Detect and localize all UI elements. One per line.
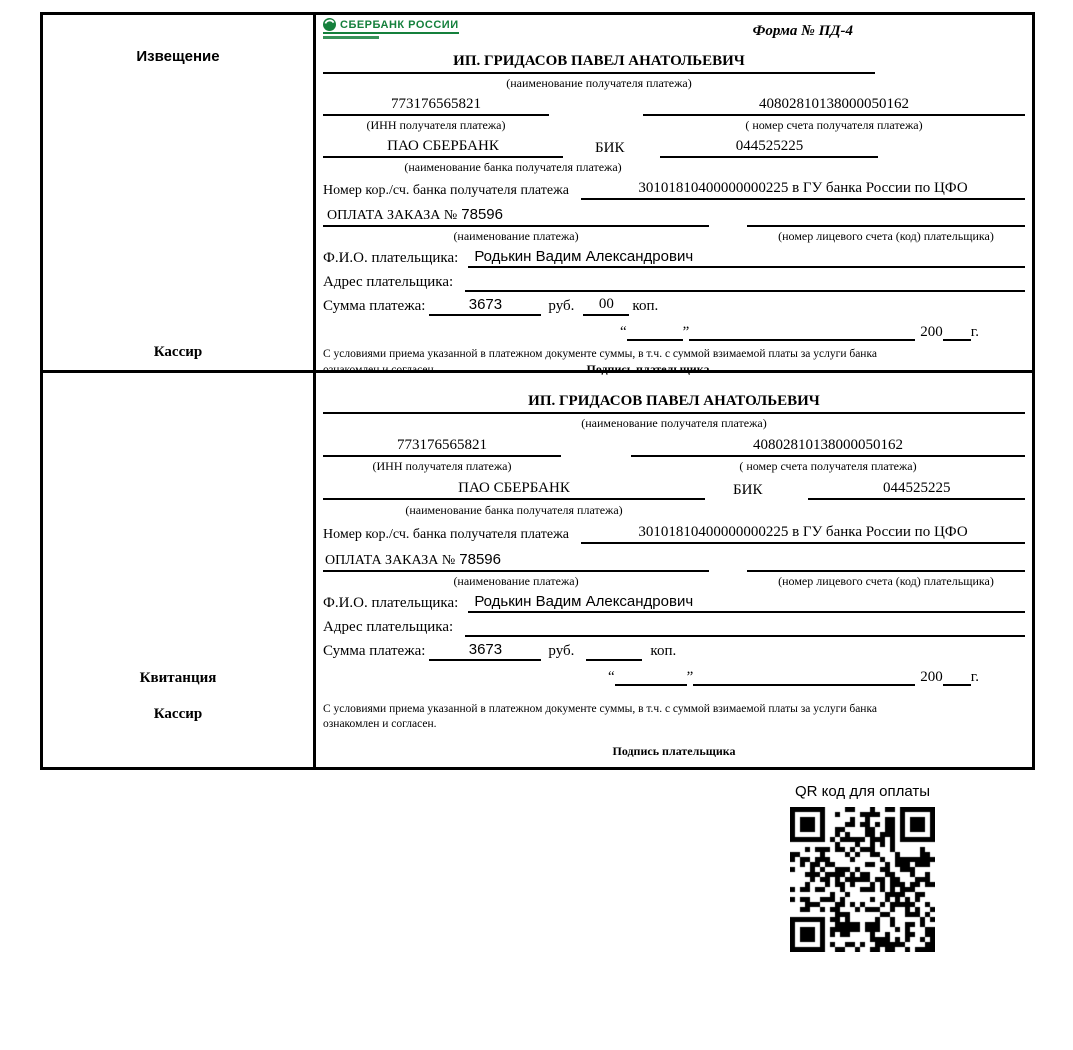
header-row <box>323 18 1025 52</box>
year-prefix: 200 <box>920 324 943 340</box>
amount-row <box>323 640 1025 661</box>
payment-captions-row <box>323 229 1025 244</box>
bik-label: БИК <box>733 482 763 498</box>
notice-content-cell <box>316 15 1032 376</box>
payment-name-row <box>323 205 1025 227</box>
bik-value: 044525225 <box>660 137 878 158</box>
form-number: Форма № ПД-4 <box>752 23 853 39</box>
inn-account-captions <box>323 118 1025 133</box>
corr-value: 30101810400000000225 в ГУ банка России по ЦФО <box>581 179 1025 200</box>
address-label: Адрес плательщика: <box>323 274 454 290</box>
signature-label: Подпись плательщика <box>612 744 736 758</box>
agreement-line-1: С условиями приема указанной в платежном документе суммы, в т.ч. с суммой взимаемой платы за услуги банка <box>323 703 877 715</box>
amount-kop-value <box>586 640 642 661</box>
payment-purpose-label: ОПЛАТА ЗАКАЗА № <box>327 208 458 223</box>
inn-value: 773176565821 <box>323 95 549 116</box>
corr-label: Номер кор./сч. банка получателя платежа <box>323 527 569 542</box>
agreement-line-2: ознакомлен и согласен. <box>323 718 437 730</box>
year-blank <box>943 667 971 686</box>
bank-bik-row <box>323 479 1025 500</box>
bik-label: БИК <box>595 140 625 156</box>
close-quote: ” <box>686 669 694 685</box>
sberbank-logo-text: СБЕРБАНК РОССИИ <box>340 18 459 31</box>
payer-name-value: Родькин Вадим Александрович <box>468 592 1025 613</box>
corr-label: Номер кор./сч. банка получателя платежа <box>323 183 569 198</box>
account-caption: ( номер счета получателя платежа) <box>739 459 917 473</box>
inn-account-row <box>323 95 1025 116</box>
address-blank <box>465 616 1025 637</box>
amount-label: Сумма платежа: <box>323 643 426 659</box>
receipt-section <box>43 373 1032 767</box>
cashier-label: Кассир <box>153 706 203 722</box>
signature-label: Подпись плательщика <box>586 362 710 376</box>
payment-caption: (наименование платежа) <box>453 229 579 243</box>
bank-name: ПАО СБЕРБАНК <box>323 479 705 500</box>
qr-code <box>790 807 935 952</box>
amount-rub-value: 3673 <box>429 295 541 316</box>
payer-address-row <box>323 616 1025 637</box>
recipient-name: ИП. ГРИДАСОВ ПАВЕЛ АНАТОЛЬЕВИЧ <box>323 52 875 74</box>
payer-name-value: Родькин Вадим Александрович <box>468 247 1025 268</box>
amount-row <box>323 295 1025 316</box>
date-day-blank <box>615 667 687 686</box>
corr-value: 30101810400000000225 в ГУ банка России по ЦФО <box>581 523 1025 544</box>
inn-account-captions <box>323 459 1025 474</box>
date-month-blank <box>693 667 915 686</box>
inn-value: 773176565821 <box>323 436 561 457</box>
corr-account-row <box>323 179 1025 200</box>
bank-caption-row <box>323 160 1025 175</box>
payment-caption: (наименование платежа) <box>453 574 579 588</box>
rub-label: руб. <box>548 643 575 659</box>
notice-section <box>43 15 1032 376</box>
address-label: Адрес плательщика: <box>323 619 454 635</box>
date-row <box>323 322 1025 341</box>
amount-label: Сумма платежа: <box>323 298 426 314</box>
open-quote: “ <box>607 669 615 685</box>
bank-caption-row <box>323 503 1025 518</box>
qr-label: QR код для оплаты <box>794 783 930 800</box>
cashier-label: Кассир <box>153 344 203 360</box>
year-prefix: 200 <box>920 669 943 685</box>
agreement-text <box>323 702 1025 732</box>
date-day-blank <box>627 322 683 341</box>
date-row <box>323 667 1025 686</box>
personal-account-caption: (номер лицевого счета (код) плательщика) <box>778 574 994 588</box>
amount-rub-value: 3673 <box>429 640 541 661</box>
account-caption: ( номер счета получателя платежа) <box>745 118 923 132</box>
bank-caption: (наименование банка получателя платежа) <box>405 503 623 517</box>
personal-account-blank <box>747 551 1025 572</box>
sberbank-logo <box>323 18 459 39</box>
inn-account-row <box>323 436 1025 457</box>
amount-kop-value: 00 <box>583 295 629 316</box>
year-blank <box>943 322 971 341</box>
sberbank-emblem-icon <box>323 18 336 31</box>
payer-name-row <box>323 592 1025 613</box>
receipt-left-cell <box>43 373 316 767</box>
bank-caption: (наименование банка получателя платежа) <box>404 160 622 174</box>
payer-name-row <box>323 247 1025 268</box>
bank-bik-row <box>323 137 1025 158</box>
corr-account-row <box>323 523 1025 544</box>
sberbank-tagline-bar <box>323 36 379 39</box>
bik-value: 044525225 <box>808 479 1025 500</box>
recipient-name: ИП. ГРИДАСОВ ПАВЕЛ АНАТОЛЬЕВИЧ <box>323 392 1025 414</box>
receipt-label: Квитанция <box>139 670 217 686</box>
payer-label: Ф.И.О. плательщика: <box>323 250 459 266</box>
bank-name: ПАО СБЕРБАНК <box>323 137 563 158</box>
date-month-blank <box>689 322 915 341</box>
inn-caption: (ИНН получателя платежа) <box>372 459 512 473</box>
agreement-line-2: ознакомлен и согласен. <box>323 364 437 376</box>
kop-label: коп. <box>632 298 659 314</box>
rub-label: руб. <box>548 298 575 314</box>
payment-purpose-label: ОПЛАТА ЗАКАЗА № <box>325 553 456 568</box>
agreement-line-1: С условиями приема указанной в платежном документе суммы, в т.ч. с суммой взимаемой платы за услуги банка <box>323 348 877 360</box>
address-blank <box>465 271 1025 292</box>
order-number: 78596 <box>461 206 503 223</box>
payment-captions-row <box>323 574 1025 589</box>
recipient-caption: (наименование получателя платежа) <box>581 416 767 430</box>
notice-left-cell <box>43 15 316 370</box>
qr-block <box>789 783 936 952</box>
account-value: 40802810138000050162 <box>643 95 1025 116</box>
personal-account-blank <box>747 206 1025 227</box>
account-value: 40802810138000050162 <box>631 436 1025 457</box>
recipient-caption: (наименование получателя платежа) <box>506 76 692 90</box>
close-quote: ” <box>682 324 690 340</box>
receipt-content-cell <box>316 373 1032 767</box>
payer-address-row <box>323 271 1025 292</box>
personal-account-caption: (номер лицевого счета (код) плательщика) <box>778 229 994 243</box>
payment-name-row <box>323 550 1025 572</box>
pd4-form-table <box>40 12 1035 770</box>
kop-label: коп. <box>650 643 677 659</box>
inn-caption: (ИНН получателя платежа) <box>366 118 506 132</box>
year-suffix: г. <box>970 324 979 340</box>
open-quote: “ <box>619 324 627 340</box>
order-number: 78596 <box>459 551 501 568</box>
notice-label: Извещение <box>136 48 220 65</box>
year-suffix: г. <box>970 669 979 685</box>
payer-label: Ф.И.О. плательщика: <box>323 595 459 611</box>
